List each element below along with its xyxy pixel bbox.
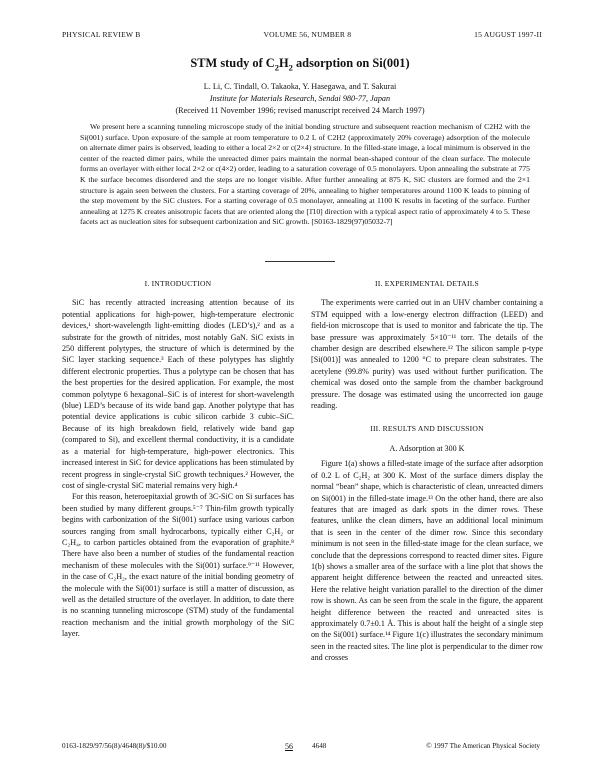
right-column [311,278,543,664]
section-gap [311,411,543,423]
left-column [62,278,294,640]
issue-date: 15 AUGUST 1997-II [474,30,542,39]
title-pre: STM study of C [190,56,275,70]
intro-heading: I. INTRODUCTION [144,279,212,288]
copyright: © 1997 The American Physical Society [426,742,540,750]
footer-volume-mark: 56 [285,742,293,751]
received-dates: (Received 11 November 1996; revised manuscript received 24 March 1997) [175,106,425,115]
title-post: adsorption on Si(001) [292,56,410,70]
intro-paragraph-1: SiC has recently attracted increasing attention because of its potential applications for high-power, high-temperature electronic devices,¹ short-wavelength light-emitting diodes (LED’s),² and as a substrate for the growth of nitrides, most notably GaN. SiC exists in 250 different polytypes, the structure of which is determined by the SiC layer stacking sequence.³ Each of these polytypes has slightly different electronic properties. Thus a polytype can be chosen that has the best properties for the desired application. For example, the most common polytype 6 hexagonal–SiC is of interest for short-wavelength (blue) LED’s because of its wide band gap. Another polytype that has potential device applications is cubic silicon carbide 3 cubic–SiC. Because of its high breakdown field, relatively wide band gap (compared to Si), and excellent thermal conductivity, it is a candidate as a material for high-temperature, high-power electronics. This increased interest in SiC for device applications has been stimulated by recent progress in single-crystal SiC growth techniques.² However, the cost of single-crystal SiC material remains very high.⁴ [62,298,294,490]
volume-number: VOLUME 56, NUMBER 8 [263,30,352,39]
experimental-heading: II. EXPERIMENTAL DETAILS [375,279,479,288]
paper-title [0,56,600,72]
section-divider [265,261,335,262]
footer-code: 0163-1829/97/56(8)/4648(8)/$10.00 [62,742,167,750]
journal-name: PHYSICAL REVIEW B [62,30,141,39]
author-list: L. Li, C. Tindall, O. Takaoka, Y. Hasegawa, and T. Sakurai [203,82,397,91]
running-header [62,30,542,39]
affiliation: Institute for Materials Research, Sendai 980-77, Japan [209,94,391,103]
footer-right [312,742,540,750]
results-paragraph-1: Figure 1(a) shows a filled-state image of the surface after adsorption of 0.2 L of C₂H₂ at 300 K. Most of the surface dimers display the normal “bean” shape, which is characteristic of clean, unreacted dimers on Si(001) in the filled-state image.¹³ On the other hand, there are also features that are imaged as dark spots in the dimer rows. These features, unlike the clean dimers, have an additional local minimum that is seen in the center of the dimer row. Since this secondary minimum is not seen in the filled-state image for the clean surface, we conclude that the depressions correspond to reacted dimer sites. Figure 1(b) shows a smaller area of the surface with a line plot that shows the apparent height difference between the reacted and unreacted sites. Here the relative height variation parallel to the direction of the dimer row is shown. As can be seen from the scale in the figure, the apparent height difference between the reacted and unreacted sites is approximately 0.7±0.1 Å. This is about half the height of a single step on the Si(001) surface.¹⁴ Figure 1(c) illustrates the secondary minimum seen in the reacted sites. The line plot is perpendicular to the dimer row and crosses [311,459,543,663]
intro-paragraph-2: For this reason, heteroepitaxial growth of 3C-SiC on Si surfaces has been studied by many different groups.⁵⁻⁷ Thin-film growth typically begins with carbonization of the Si(001) surface using various carbon sources ranging from small hydrocarbons, typically either C₂H₂ or C₂H₄, to carbon particles obtained from the evaporation of graphite.⁸ There have also been a number of studies of the fundamental reaction mechanism of these molecules with the Si(001) surface.⁹⁻¹¹ However, in the case of C₂H₂, the exact nature of the initial bonding geometry of the molecule with the Si(001) surface is still a matter of discussion, as well as the detailed structure of the overlayer. In addition, to date there is no scanning tunneling microscope (STM) study of the fundamental reaction mechanism and the initial growth morphology of the SiC layer. [62,492,294,639]
results-subheading: A. Adsorption at 300 K [389,443,465,453]
title-mid: H [279,56,289,70]
experimental-paragraph: The experiments were carried out in an UHV chamber containing a STM equipped with a low-energy electron diffraction (LEED) and field-ion microscope that is used to monitor and fabricate the tip. The base pressure was approximately 5×10⁻¹¹ torr. The details of the chamber design are described elsewhere.¹² The silicon sample p-type [Si(001)] was annealed to 1200 °C to prepare clean substrates. The acetylene (99.8% purity) was used without further purification. The chemical was dosed onto the sample from the chamber background pressure. The dosage was estimated using the uncorrected ion gauge reading. [311,298,543,411]
page-number: 4648 [312,742,327,750]
title-sub1: 2 [274,62,279,73]
results-heading: III. RESULTS AND DISCUSSION [370,424,484,434]
title-sub2: 2 [288,62,293,73]
abstract: We present here a scanning tunneling microscope study of the initial bonding structure and subsequent reaction mechanism of C2H2 with the Si(001) surface. Upon exposure of the sample at room temperature to 0.2 L of C2H2 (approximately 20% coverage) adsorption of the molecule on alternate dimer pairs is observed, leading to either a local 2×2 or c(2×4) structure. In the filled-state image, a local minimum is observed in the center of the reacted dimer pairs, while the unreacted dimer pairs maintain the normal bean-shaped contour of the clean surface. The molecule forms an overlayer with either local 2×2 or c(4×2) order, leading to a saturation coverage of 0.5 monolayers. Upon annealing the substrate at 775 K the surface becomes disordered and the steps are no longer visible. After further annealing at 875 K, SiC clusters are formed and the 2×1 structure is again seen between the clusters. For a starting coverage of 20%, annealing to higher temperatures around 1100 K leads to pinning of the step movement by the SiC clusters. For a starting coverage of 0.5 monolayer, annealing at 1100 K results in faceting of the surface. Further annealing at 1275 K creates anisotropic facets that are oriented along the [1̄10] direction with a typical aspect ratio of approximately 4 to 5. These facets act as nucleation sites for subsequent carbonization and SiC growth. [S0163-1829(97)05032-7] [80,122,530,227]
